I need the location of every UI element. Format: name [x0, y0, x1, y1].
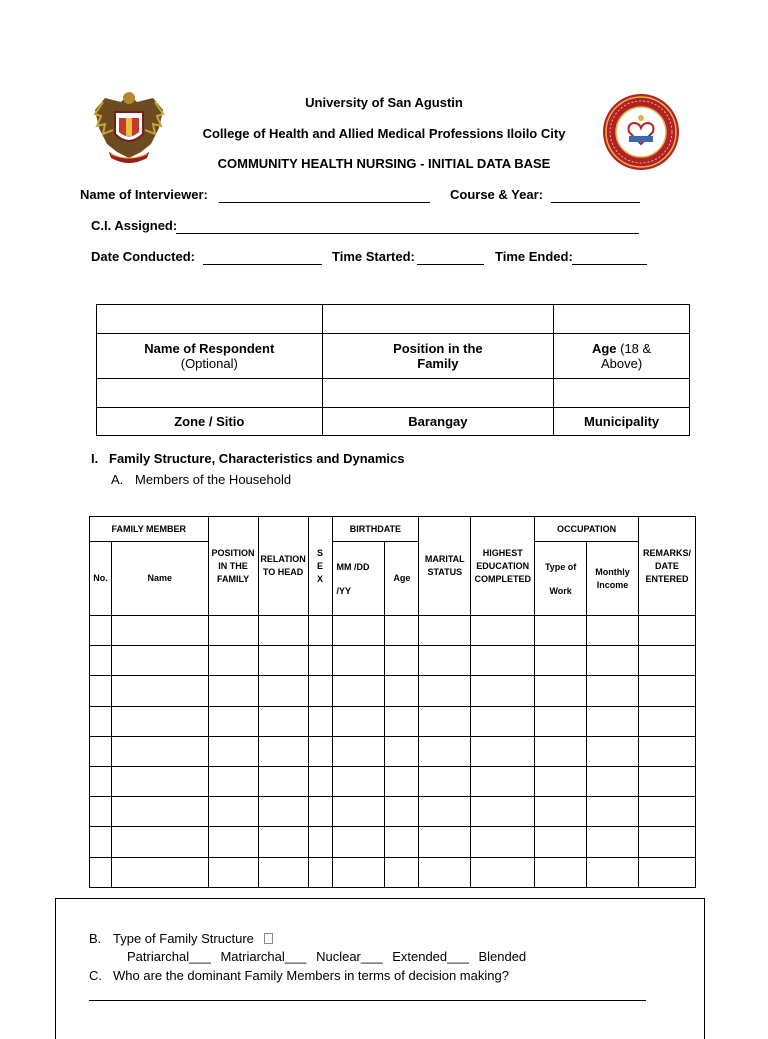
member-row: [90, 676, 696, 706]
date-conducted-label: Date Conducted:: [91, 249, 195, 264]
time-started-input[interactable]: [417, 264, 484, 265]
member-cell-input[interactable]: [535, 766, 587, 796]
section-b-title-text: Type of Family Structure: [113, 931, 254, 946]
member-cell-input[interactable]: [258, 646, 308, 676]
member-cell-input[interactable]: [208, 827, 258, 857]
member-cell-input[interactable]: [638, 616, 695, 646]
remarks-header: REMARKS/ DATE ENTERED: [638, 517, 695, 616]
member-cell-input[interactable]: [419, 766, 471, 796]
member-cell-input[interactable]: [332, 827, 385, 857]
respondent-position-label: Position in the Family: [393, 341, 483, 371]
section-b-letter: B.: [89, 931, 102, 946]
member-cell-input[interactable]: [90, 857, 112, 887]
option-extended[interactable]: Extended___: [392, 949, 469, 964]
time-ended-label: Time Ended:: [495, 249, 573, 264]
option-patriarchal[interactable]: Patriarchal___: [127, 949, 211, 964]
respondent-name-input[interactable]: [97, 305, 323, 334]
member-cell-input[interactable]: [587, 646, 639, 676]
member-cell-input[interactable]: [385, 676, 419, 706]
member-cell-input[interactable]: [638, 736, 695, 766]
member-cell-input[interactable]: [308, 797, 332, 827]
member-cell-input[interactable]: [90, 616, 112, 646]
municipality-label: Municipality: [554, 408, 690, 436]
member-cell-input[interactable]: [332, 857, 385, 887]
member-cell-input[interactable]: [308, 766, 332, 796]
member-cell-input[interactable]: [308, 646, 332, 676]
member-cell-input[interactable]: [471, 766, 535, 796]
member-cell-input[interactable]: [208, 797, 258, 827]
member-cell-input[interactable]: [258, 676, 308, 706]
no-header: No.: [90, 542, 112, 616]
member-cell-input[interactable]: [471, 797, 535, 827]
barangay-label: Barangay: [322, 408, 554, 436]
member-cell-input[interactable]: [332, 616, 385, 646]
member-row: [90, 797, 696, 827]
member-cell-input[interactable]: [638, 766, 695, 796]
option-matriarchal[interactable]: Matriarchal___: [220, 949, 307, 964]
respondent-age-input[interactable]: [554, 305, 690, 334]
member-cell-input[interactable]: [111, 646, 208, 676]
member-cell-input[interactable]: [587, 616, 639, 646]
time-ended-input[interactable]: [572, 264, 647, 265]
member-cell-input[interactable]: [308, 706, 332, 736]
member-cell-input[interactable]: [208, 646, 258, 676]
member-cell-input[interactable]: [332, 706, 385, 736]
member-cell-input[interactable]: [90, 797, 112, 827]
member-cell-input[interactable]: [90, 676, 112, 706]
member-cell-input[interactable]: [308, 857, 332, 887]
option-blended[interactable]: Blended: [478, 949, 527, 964]
member-cell-input[interactable]: [535, 646, 587, 676]
municipality-input[interactable]: [554, 379, 690, 408]
course-year-input[interactable]: [551, 202, 640, 203]
member-row: [90, 646, 696, 676]
respondent-position-header: [322, 334, 554, 379]
member-cell-input[interactable]: [111, 676, 208, 706]
member-cell-input[interactable]: [208, 706, 258, 736]
respondent-name-note: (Optional): [180, 356, 238, 371]
education-header: HIGHEST EDUCATION COMPLETED: [471, 517, 535, 616]
member-cell-input[interactable]: [332, 736, 385, 766]
member-cell-input[interactable]: [385, 646, 419, 676]
marital-status-header: MARITAL STATUS: [419, 517, 471, 616]
member-cell-input[interactable]: [111, 616, 208, 646]
member-cell-input[interactable]: [90, 706, 112, 736]
sex-header: SEX: [308, 517, 332, 616]
member-cell-input[interactable]: [638, 857, 695, 887]
member-cell-input[interactable]: [258, 736, 308, 766]
zone-input[interactable]: [97, 379, 323, 408]
member-cell-input[interactable]: [385, 857, 419, 887]
member-cell-input[interactable]: [208, 736, 258, 766]
age-header: Age: [385, 542, 419, 616]
member-cell-input[interactable]: [535, 857, 587, 887]
member-cell-input[interactable]: [419, 676, 471, 706]
member-cell-input[interactable]: [90, 736, 112, 766]
member-rows: [90, 616, 696, 888]
member-cell-input[interactable]: [385, 616, 419, 646]
member-cell-input[interactable]: [258, 616, 308, 646]
section-c-letter: C.: [89, 968, 102, 983]
member-row: [90, 827, 696, 857]
member-cell-input[interactable]: [332, 646, 385, 676]
respondent-position-input[interactable]: [322, 305, 554, 334]
member-cell-input[interactable]: [535, 736, 587, 766]
member-cell-input[interactable]: [208, 616, 258, 646]
member-cell-input[interactable]: [638, 646, 695, 676]
member-cell-input[interactable]: [332, 797, 385, 827]
member-cell-input[interactable]: [385, 827, 419, 857]
time-started-label: Time Started:: [332, 249, 415, 264]
member-cell-input[interactable]: [419, 827, 471, 857]
member-cell-input[interactable]: [419, 857, 471, 887]
member-cell-input[interactable]: [385, 766, 419, 796]
member-cell-input[interactable]: [587, 766, 639, 796]
member-cell-input[interactable]: [258, 797, 308, 827]
member-cell-input[interactable]: [638, 676, 695, 706]
member-cell-input[interactable]: [332, 766, 385, 796]
member-cell-input[interactable]: [332, 676, 385, 706]
type-of-work-header: Type of Work: [535, 542, 587, 616]
ci-assigned-label: C.I. Assigned:: [91, 218, 178, 233]
member-cell-input[interactable]: [208, 857, 258, 887]
member-cell-input[interactable]: [111, 736, 208, 766]
member-cell-input[interactable]: [90, 766, 112, 796]
member-cell-input[interactable]: [535, 676, 587, 706]
family-structure-options: [127, 949, 526, 964]
member-cell-input[interactable]: [111, 706, 208, 736]
monthly-income-header: Monthly Income: [587, 542, 639, 616]
interviewer-input[interactable]: [219, 202, 430, 203]
member-cell-input[interactable]: [258, 827, 308, 857]
member-cell-input[interactable]: [419, 736, 471, 766]
member-cell-input[interactable]: [258, 706, 308, 736]
member-cell-input[interactable]: [419, 706, 471, 736]
name-header: Name: [111, 542, 208, 616]
course-year-label: Course & Year:: [450, 187, 543, 202]
member-cell-input[interactable]: [90, 827, 112, 857]
respondent-name-header: [97, 334, 323, 379]
member-cell-input[interactable]: [208, 766, 258, 796]
member-cell-input[interactable]: [471, 857, 535, 887]
member-cell-input[interactable]: [385, 797, 419, 827]
member-cell-input[interactable]: [111, 797, 208, 827]
member-cell-input[interactable]: [587, 827, 639, 857]
subsection-a-letter: A.: [111, 472, 124, 487]
member-cell-input[interactable]: [587, 736, 639, 766]
respondent-age-text: [587, 341, 657, 371]
member-cell-input[interactable]: [471, 676, 535, 706]
barangay-input[interactable]: [322, 379, 554, 408]
member-cell-input[interactable]: [258, 857, 308, 887]
respondent-age-label: Age: [591, 341, 617, 356]
member-cell-input[interactable]: [308, 676, 332, 706]
member-cell-input[interactable]: [587, 857, 639, 887]
member-row: [90, 706, 696, 736]
form-title: COMMUNITY HEALTH NURSING - INITIAL DATA BASE: [217, 156, 551, 171]
member-cell-input[interactable]: [587, 676, 639, 706]
member-cell-input[interactable]: [535, 616, 587, 646]
zone-sitio-label: Zone / Sitio: [97, 408, 323, 436]
date-conducted-input[interactable]: [203, 264, 322, 265]
member-cell-input[interactable]: [419, 616, 471, 646]
member-cell-input[interactable]: [471, 706, 535, 736]
member-cell-input[interactable]: [111, 766, 208, 796]
member-cell-input[interactable]: [535, 706, 587, 736]
member-row: [90, 766, 696, 796]
occupation-header: OCCUPATION: [535, 517, 639, 542]
bullet-box-icon: [264, 933, 273, 944]
college-name: College of Health and Allied Medical Professions Iloilo City: [202, 126, 566, 141]
member-row: [90, 736, 696, 766]
family-member-header: FAMILY MEMBER: [90, 517, 209, 542]
dominant-members-input[interactable]: [89, 1000, 646, 1001]
member-cell-input[interactable]: [535, 827, 587, 857]
member-cell-input[interactable]: [471, 736, 535, 766]
member-cell-input[interactable]: [90, 646, 112, 676]
member-cell-input[interactable]: [308, 616, 332, 646]
relation-header: RELATION TO HEAD: [258, 517, 308, 616]
respondent-age-note: (18 & Above): [600, 341, 652, 371]
subsection-a-title: Members of the Household: [135, 472, 292, 487]
member-row: [90, 616, 696, 646]
member-cell-input[interactable]: [258, 766, 308, 796]
position-header: POSITION IN THE FAMILY: [208, 517, 258, 616]
member-cell-input[interactable]: [587, 706, 639, 736]
section-c-question: Who are the dominant Family Members in terms of decision making?: [113, 968, 509, 983]
member-cell-input[interactable]: [385, 736, 419, 766]
respondent-age-header: [554, 334, 690, 379]
member-cell-input[interactable]: [638, 797, 695, 827]
member-row: [90, 857, 696, 887]
member-cell-input[interactable]: [308, 827, 332, 857]
member-cell-input[interactable]: [308, 736, 332, 766]
member-cell-input[interactable]: [471, 646, 535, 676]
member-cell-input[interactable]: [535, 797, 587, 827]
household-members-table: [89, 516, 696, 888]
respondent-name-label: Name of Respondent: [144, 341, 275, 356]
member-cell-input[interactable]: [587, 797, 639, 827]
member-cell-input[interactable]: [385, 706, 419, 736]
birthdate-header: BIRTHDATE: [332, 517, 419, 542]
member-cell-input[interactable]: [111, 827, 208, 857]
member-cell-input[interactable]: [471, 827, 535, 857]
respondent-table: [96, 304, 690, 436]
member-cell-input[interactable]: [208, 676, 258, 706]
ci-assigned-input[interactable]: [176, 233, 639, 234]
university-name: University of San Agustin: [305, 95, 463, 110]
member-cell-input[interactable]: [111, 857, 208, 887]
member-cell-input[interactable]: [638, 706, 695, 736]
member-cell-input[interactable]: [419, 797, 471, 827]
section-1-number: I.: [91, 451, 99, 466]
section-b-title: [113, 931, 273, 946]
section-1-title: Family Structure, Characteristics and Dynamics: [109, 451, 405, 466]
interviewer-label: Name of Interviewer:: [80, 187, 208, 202]
mmddyy-header: MM /DD /YY: [332, 542, 385, 616]
member-cell-input[interactable]: [419, 646, 471, 676]
member-cell-input[interactable]: [638, 827, 695, 857]
option-nuclear[interactable]: Nuclear___: [316, 949, 383, 964]
member-cell-input[interactable]: [471, 616, 535, 646]
